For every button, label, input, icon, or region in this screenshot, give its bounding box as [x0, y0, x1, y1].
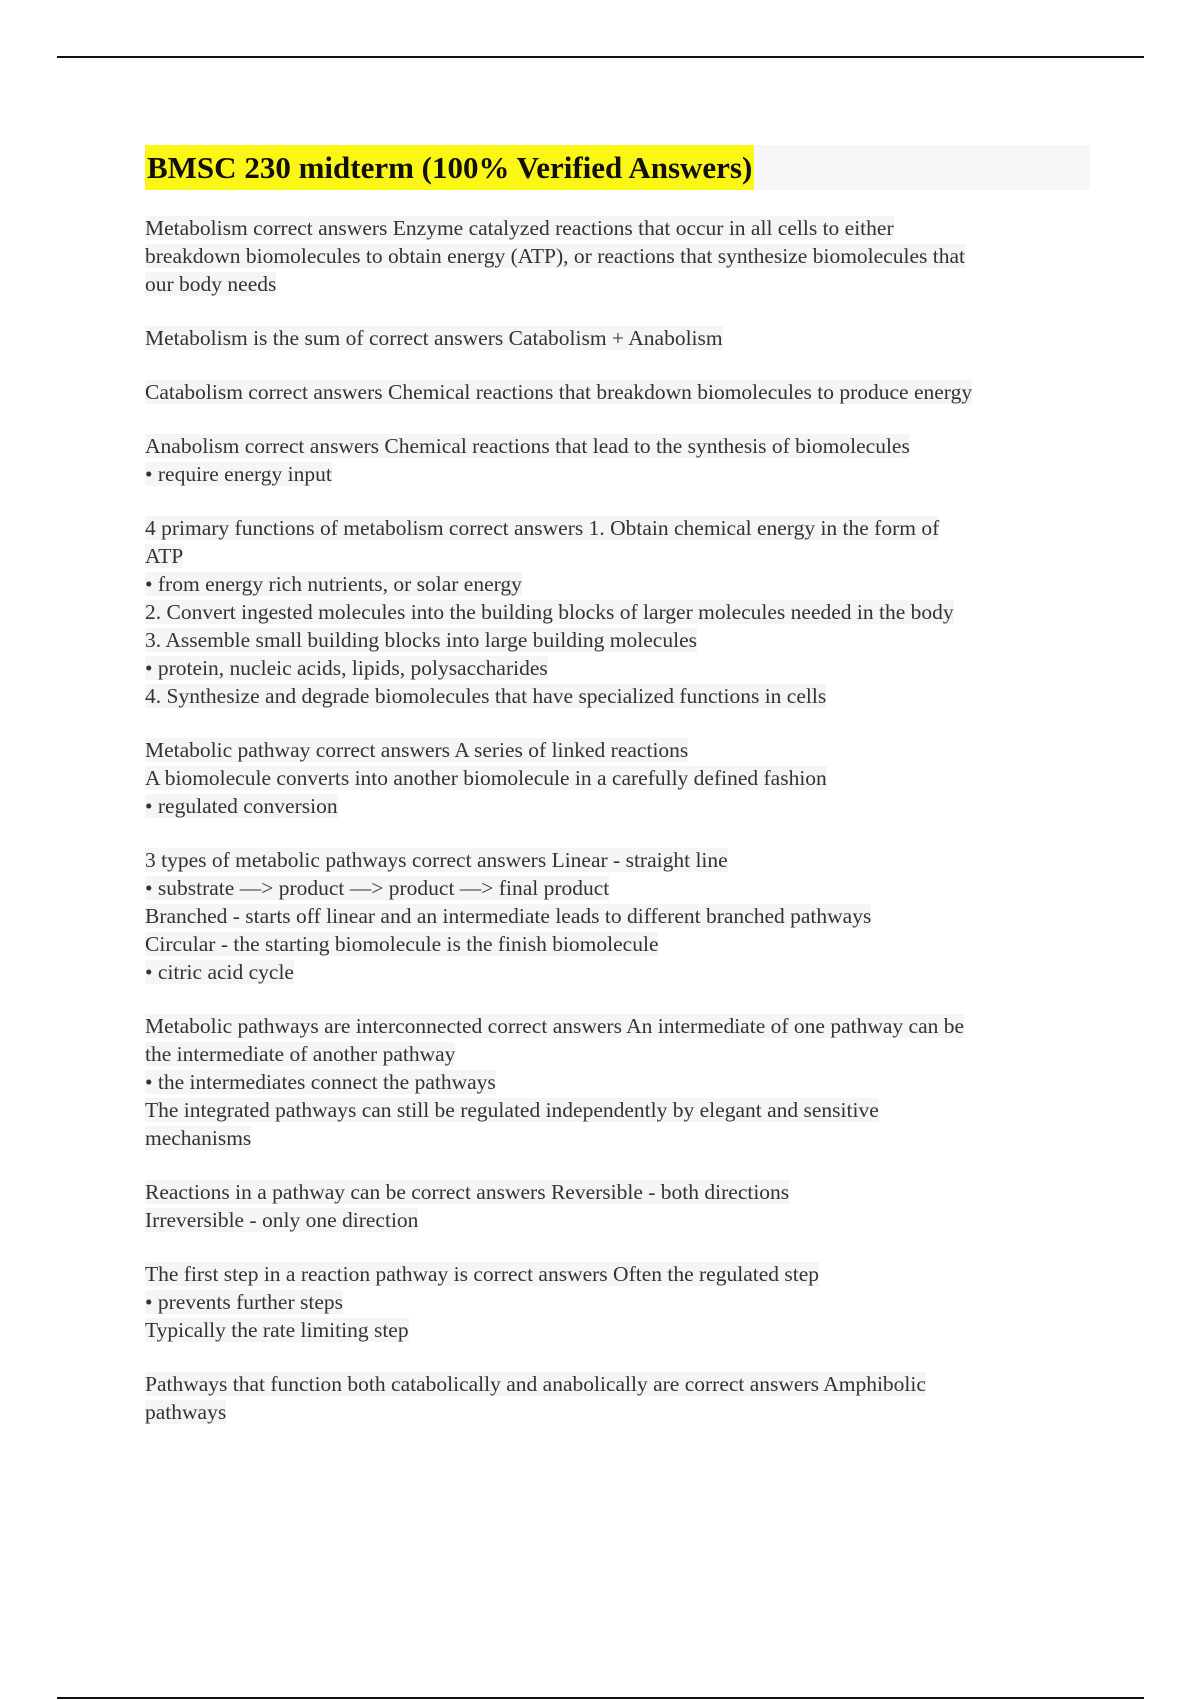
qa-line-text: Metabolic pathways are interconnected correct answers An intermediate of one pathway can be: [145, 1014, 965, 1038]
qa-line: [145, 1316, 1090, 1344]
qa-line-text: • the intermediates connect the pathways: [145, 1070, 496, 1094]
qa-entry: [145, 514, 1090, 710]
qa-line: [145, 324, 1090, 352]
qa-line: [145, 764, 1090, 792]
qa-line: [145, 570, 1090, 598]
qa-line-text: pathways: [145, 1400, 227, 1424]
qa-line: [145, 682, 1090, 710]
qa-line-text: Branched - starts off linear and an intermediate leads to different branched pathways: [145, 904, 872, 928]
qa-line: [145, 902, 1090, 930]
qa-line-text: mechanisms: [145, 1126, 252, 1150]
qa-line: [145, 1040, 1090, 1068]
qa-line: [145, 1398, 1090, 1426]
qa-line-text: The first step in a reaction pathway is correct answers Often the regulated step: [145, 1262, 820, 1286]
qa-line: [145, 270, 1090, 298]
qa-line-text: The integrated pathways can still be regulated independently by elegant and sensitive: [145, 1098, 879, 1122]
document-title: [145, 145, 1090, 190]
qa-line-text: • from energy rich nutrients, or solar energy: [145, 572, 522, 596]
qa-line-text: Metabolism correct answers Enzyme catalyzed reactions that occur in all cells to either: [145, 216, 894, 240]
qa-line: [145, 432, 1090, 460]
top-rule: [57, 56, 1144, 58]
qa-line-text: 4. Synthesize and degrade biomolecules that have specialized functions in cells: [145, 684, 827, 708]
qa-entry: [145, 846, 1090, 986]
qa-line: [145, 598, 1090, 626]
qa-line-text: A biomolecule converts into another biomolecule in a carefully defined fashion: [145, 766, 827, 790]
qa-line: [145, 1096, 1090, 1124]
qa-line-text: • require energy input: [145, 462, 332, 486]
qa-line: [145, 460, 1090, 488]
qa-line: [145, 1012, 1090, 1040]
qa-line-text: • prevents further steps: [145, 1290, 343, 1314]
qa-line: [145, 378, 1090, 406]
qa-line-text: Irreversible - only one direction: [145, 1208, 419, 1232]
qa-line-text: Typically the rate limiting step: [145, 1318, 409, 1342]
qa-entry: [145, 736, 1090, 820]
qa-line-text: • regulated conversion: [145, 794, 338, 818]
qa-entry: [145, 432, 1090, 488]
qa-line: [145, 654, 1090, 682]
qa-line-text: 2. Convert ingested molecules into the building blocks of larger molecules needed in the body: [145, 600, 954, 624]
qa-line: [145, 846, 1090, 874]
qa-line: [145, 930, 1090, 958]
qa-line: [145, 958, 1090, 986]
document-title-text: BMSC 230 midterm (100% Verified Answers): [145, 145, 754, 190]
qa-entry: [145, 1260, 1090, 1344]
qa-line: [145, 1370, 1090, 1398]
qa-line: [145, 1124, 1090, 1152]
document-body: [145, 214, 1090, 1452]
bottom-rule: [57, 1697, 1144, 1699]
qa-line: [145, 1260, 1090, 1288]
qa-line: [145, 1206, 1090, 1234]
qa-entry: [145, 324, 1090, 352]
qa-line-text: Pathways that function both catabolically and anabolically are correct answers Amphibolic: [145, 1372, 926, 1396]
qa-entry: [145, 1178, 1090, 1234]
qa-line-text: our body needs: [145, 272, 277, 296]
qa-line: [145, 1178, 1090, 1206]
qa-line-text: Circular - the starting biomolecule is the finish biomolecule: [145, 932, 659, 956]
qa-line: [145, 242, 1090, 270]
qa-line-text: the intermediate of another pathway: [145, 1042, 456, 1066]
qa-line-text: • protein, nucleic acids, lipids, polysaccharides: [145, 656, 548, 680]
qa-line: [145, 874, 1090, 902]
qa-line: [145, 514, 1090, 542]
qa-line: [145, 542, 1090, 570]
qa-entry: [145, 378, 1090, 406]
qa-line: [145, 792, 1090, 820]
qa-line-text: • citric acid cycle: [145, 960, 294, 984]
qa-line-text: 3. Assemble small building blocks into large building molecules: [145, 628, 697, 652]
qa-line-text: Anabolism correct answers Chemical reactions that lead to the synthesis of biomolecules: [145, 434, 910, 458]
qa-line-text: ATP: [145, 544, 184, 568]
qa-line: [145, 1288, 1090, 1316]
qa-entry: [145, 1370, 1090, 1426]
qa-entry: [145, 1012, 1090, 1152]
qa-line: [145, 214, 1090, 242]
qa-line-text: Metabolism is the sum of correct answers Catabolism + Anabolism: [145, 326, 723, 350]
qa-line: [145, 626, 1090, 654]
qa-line-text: • substrate —> product —> product —> final product: [145, 876, 610, 900]
qa-line-text: Metabolic pathway correct answers A series of linked reactions: [145, 738, 689, 762]
qa-line-text: 3 types of metabolic pathways correct answers Linear - straight line: [145, 848, 728, 872]
qa-line-text: breakdown biomolecules to obtain energy (ATP), or reactions that synthesize biomolecules that: [145, 244, 965, 268]
qa-line-text: 4 primary functions of metabolism correct answers 1. Obtain chemical energy in the form of: [145, 516, 940, 540]
qa-line-text: Reactions in a pathway can be correct answers Reversible - both directions: [145, 1180, 790, 1204]
qa-entry: [145, 214, 1090, 298]
qa-line: [145, 736, 1090, 764]
qa-line-text: Catabolism correct answers Chemical reactions that breakdown biomolecules to produce energy: [145, 380, 973, 404]
qa-line: [145, 1068, 1090, 1096]
